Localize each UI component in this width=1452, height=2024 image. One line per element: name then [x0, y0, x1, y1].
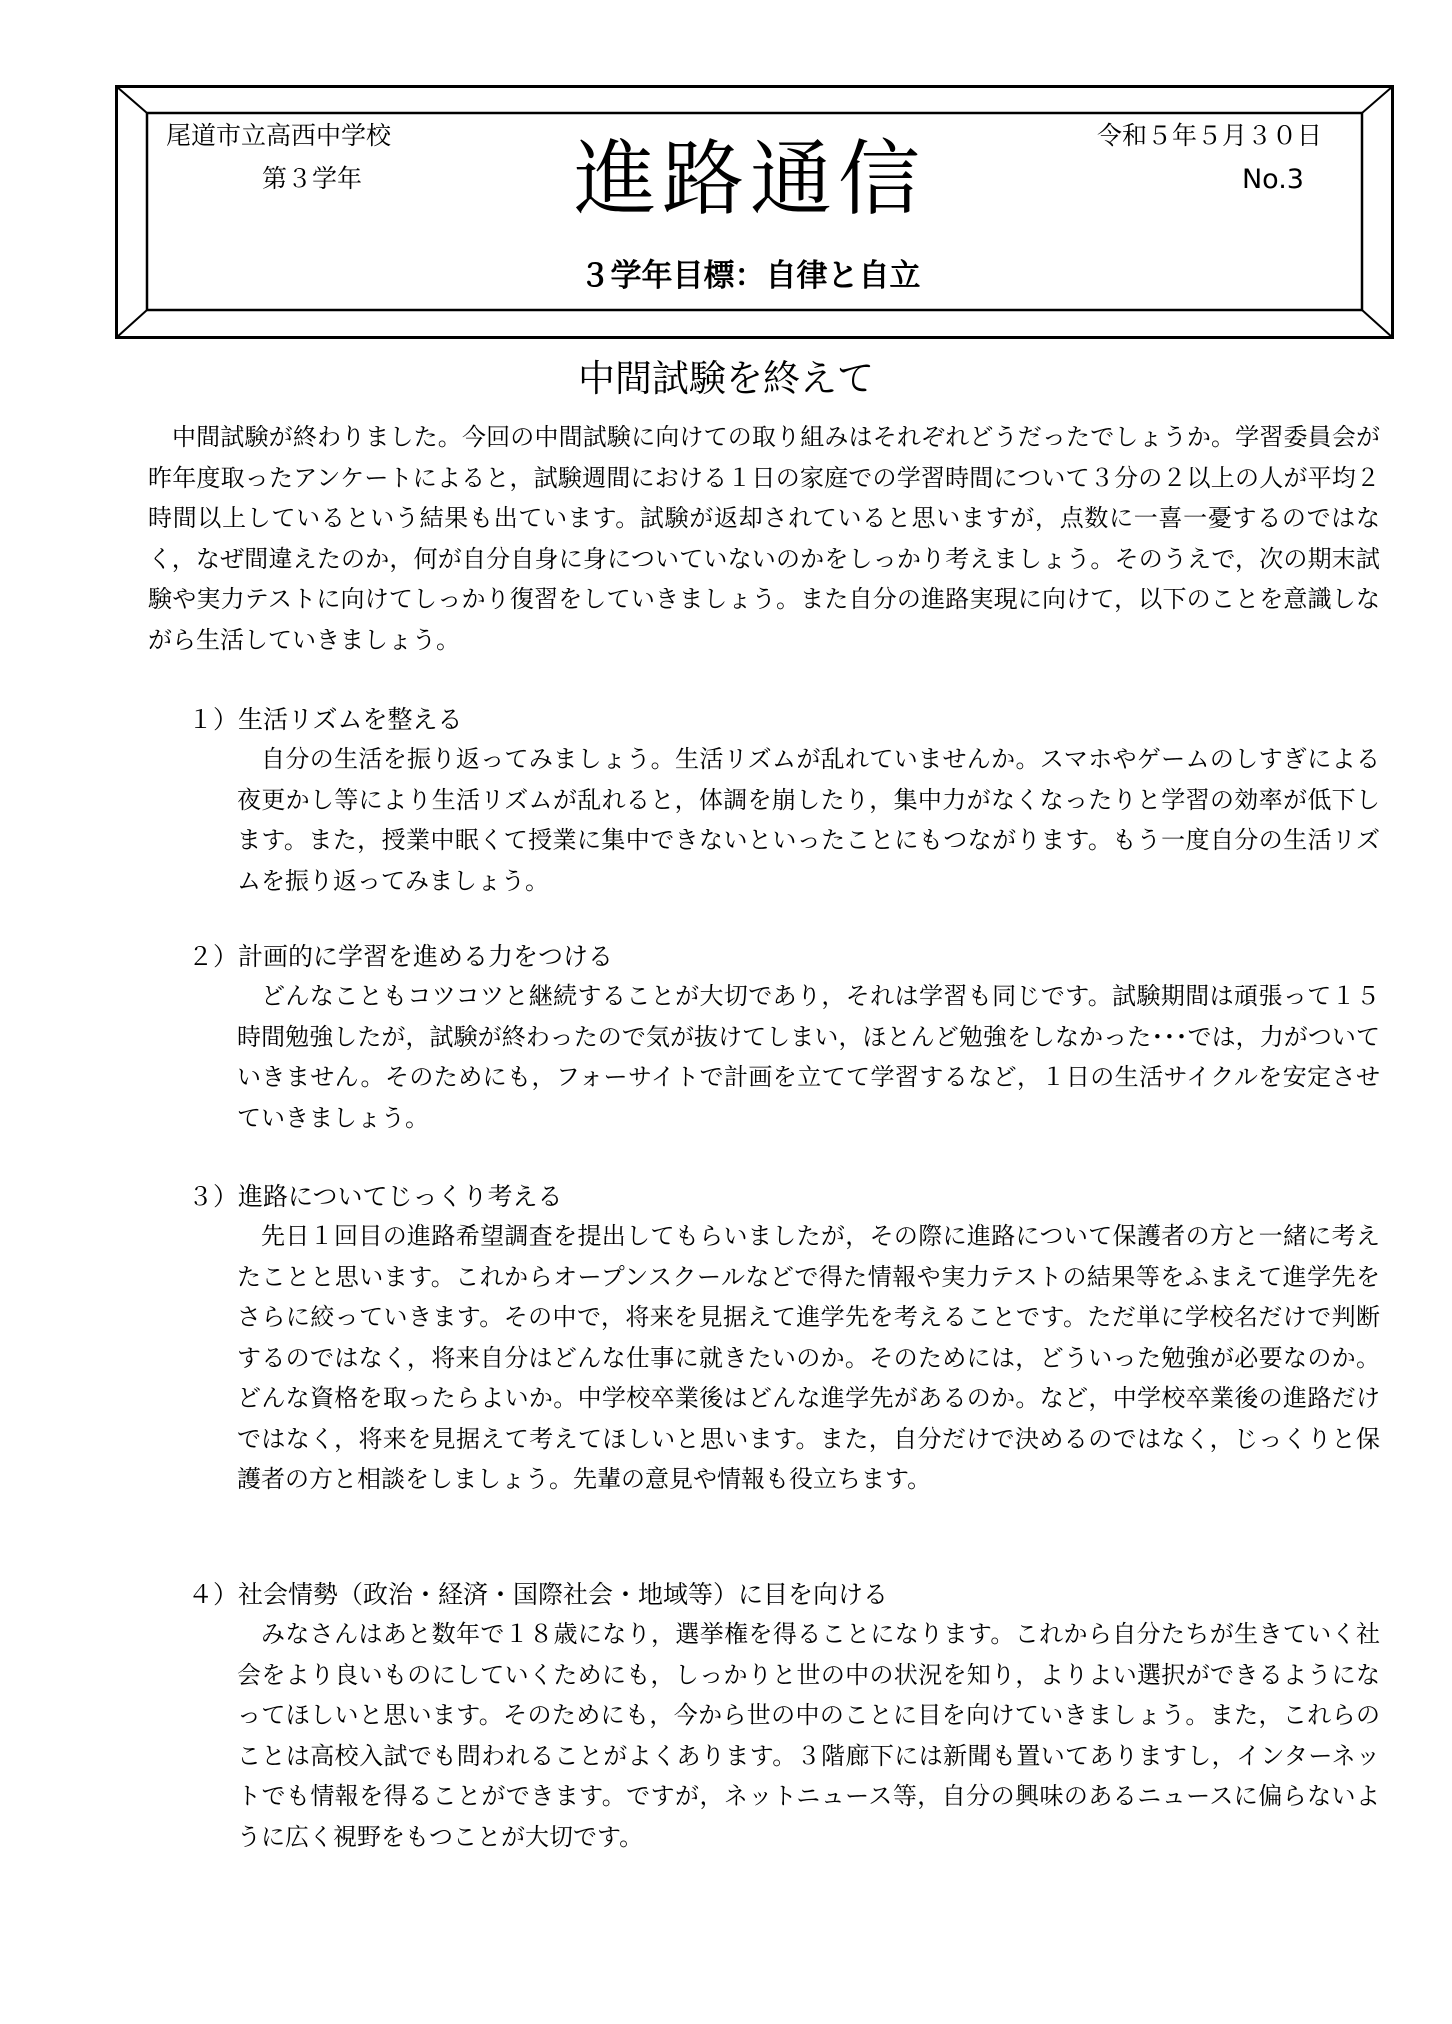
issue-date: 令和５年５月３０日	[1096, 121, 1322, 150]
grade-label: 第３学年	[262, 164, 363, 193]
section-heading-2: ２）計画的に学習を進める力をつける	[188, 942, 614, 971]
section-body-3: 先日１回目の進路希望調査を提出してもらいましたが，その際に進路について保護者の方と一緒に考えたことと思います。これからオープンスクールなどで得た情報や実力テストの結果等をふまえて進学先をさらに絞っていきます。その中で，将来を見据えて進学先を考えることです。ただ単に学校名だけで判断するのではなく，将来自分はどんな仕事に就きたいのか。そのためには，どういった勉強が必要なのか。どんな資格を取ったらよいか。中学校卒業後はどんな進学先があるのか。など，中学校卒業後の進路だけではなく，将来を見据えて考えてほしいと思います。また，自分だけで決めるのではなく，じっくりと保護者の方と相談をしましょう。先輩の意見や情報も役立ちます。	[237, 1222, 1380, 1493]
intro-paragraph: 中間試験が終わりました。今回の中間試験に向けての取り組みはそれぞれどうだったでしょうか。学習委員会が昨年度取ったアンケートによると，試験週間における１日の家庭での学習時間について３分の２以上の人が平均２時間以上しているという結果も出ています。試験が返却されていると思いますが，点数に一喜一憂するのではなく，なぜ間違えたのか，何が自分自身に身についていないのかをしっかり考えましょう。そのうえで，次の期末試験や実力テストに向けてしっかり復習をしていきましょう。また自分の進路実現に向けて，以下のことを意識しながら生活していきましょう。	[148, 423, 1380, 654]
section-heading-1: １）生活リズムを整える	[188, 705, 463, 734]
school-name: 尾道市立高西中学校	[166, 121, 392, 150]
newsletter-title: 進路通信	[573, 132, 926, 227]
section-body-1: 自分の生活を振り返ってみましょう。生活リズムが乱れていませんか。スマホやゲームのしすぎによる夜更かし等により生活リズムが乱れると，体調を崩したり，集中力がなくなったりと学習の効率が低下します。また，授業中眠くて授業に集中できないといったことにもつながります。もう一度自分の生活リズムを振り返ってみましょう。	[237, 745, 1380, 895]
section-heading-4: ４）社会情勢（政治・経済・国際社会・地域等）に目を向ける	[188, 1580, 889, 1609]
section-body-2: どんなこともコツコツと継続することが大切であり，それは学習も同じです。試験期間は頑張って１５ 時間勉強したが，試験が終わったので気が抜けてしまい，ほとんど勉強をしなかった･･･では，力がついていきません。そのためにも，フォーサイトで計画を立てて学習するなど，１日の生活サイクルを安定させていきましょう。	[237, 982, 1380, 1132]
section-body-4: みなさんはあと数年で１８歳になり，選挙権を得ることになります。これから自分たちが生きていく社会をより良いものにしていくためにも，しっかりと世の中の状況を知り，よりよい選択ができるようになってほしいと思います。そのためにも，今から世の中のことに目を向けていきましょう。また，これらのことは高校入試でも問われることがよくあります。３階廊下には新聞も置いてありますし，インターネットでも情報を得ることができます。ですが，ネットニュース等，自分の興味のあるニュースに偏らないように広く視野をもつことが大切です。	[237, 1620, 1380, 1851]
section-heading-3: ３）進路についてじっくり考える	[188, 1182, 563, 1211]
article-title: 中間試験を終えて	[578, 357, 874, 400]
grade-goal: ３学年目標：自律と自立	[579, 258, 921, 294]
issue-number: No.3	[1241, 164, 1304, 195]
